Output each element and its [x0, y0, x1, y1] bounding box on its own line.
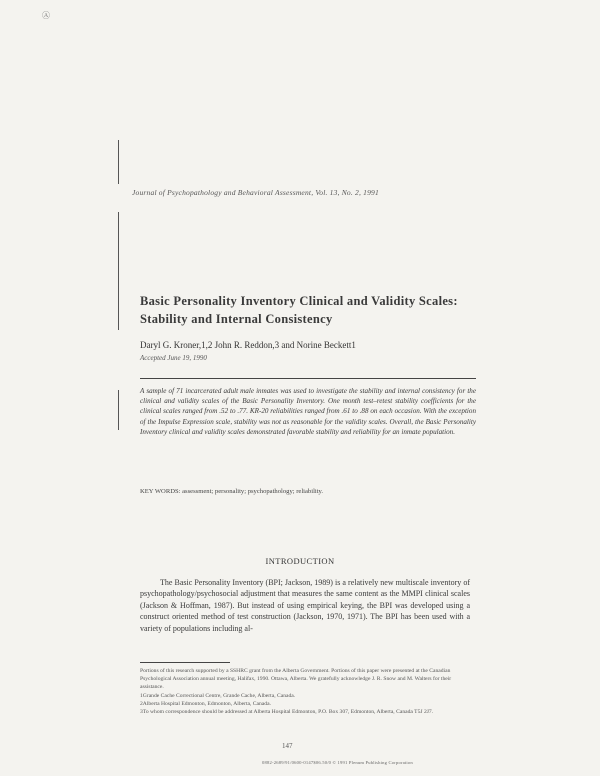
author-list: Daryl G. Kroner,1,2 John R. Reddon,3 and Norine Beckett1	[140, 340, 356, 350]
footnote: 1Grande Cache Correctional Centre, Grande Cache, Alberta, Canada.	[140, 692, 296, 699]
section-heading: INTRODUCTION	[265, 556, 335, 566]
intro-paragraph: The Basic Personality Inventory (BPI; Jackson, 1989) is a relatively new multiscale inventory of psychopathology/psychosocial adjustment that measures the same content as the MMPI clinical scales (Jackson & Hoffman, 1987). But instead of using empirical keying, the BPI was developed using a construct oriented method of test construction (Jackson, 1970, 1971). The BPI has been used with a variety of populations including al-	[140, 578, 470, 633]
publisher-line: 0882-2689/91/0600-0147$06.50/0 © 1991 Plenum Publishing Corporation	[262, 760, 413, 765]
footnotes	[140, 667, 470, 716]
footnote-rule	[140, 662, 230, 663]
keywords: KEY WORDS: assessment; personality; psychopathology; reliability.	[140, 488, 324, 495]
scan-artifact-mark: Ⓐ	[42, 11, 50, 20]
abstract-text: A sample of 71 incarcerated adult male inmates was used to investigate the stability and internal consistency for the clinical and validity scales of the Basic Personality Inventory. One month test–retest stability coefficients for the clinical scales ranged from .52 to .77. KR-20 reliabilities ranged from .61 to .88 on each occasion. With the exception of the Impulse Expression scale, stability was not as reasonable for the validity scales. Overall, the Basic Personality Inventory clinical and validity scales demonstrated favorable stability and reliability for an inmate population.	[140, 387, 476, 436]
footnote: Portions of this research supported by a SSHRC grant from the Alberta Government. Portions of this paper were presented at the Canadian Psychological Association annual meeting, Halifax, 1990. Ottawa, Alberta. We gratefully acknowledge J. R. Snow and M. Walters for their assistance.	[140, 668, 452, 691]
scan-margin-line	[118, 140, 119, 184]
scan-margin-line	[118, 390, 119, 430]
footnote: 2Alberta Hospital Edmonton, Edmonton, Alberta, Canada.	[140, 700, 271, 707]
abstract-top-rule	[140, 378, 476, 379]
scan-margin-line	[118, 212, 119, 330]
journal-header: Journal of Psychopathology and Behavioral Assessment, Vol. 13, No. 2, 1991	[132, 188, 379, 197]
page-number: 147	[282, 742, 293, 750]
paper-title: Basic Personality Inventory Clinical and Validity Scales: Stability and Internal Consistency	[140, 294, 458, 326]
footnote: 3To whom correspondence should be addressed at Alberta Hospital Edmonton, P.O. Box 307, Edmonton, Alberta, Canada T5J 2J7.	[140, 709, 434, 716]
accepted-date: Accepted June 19, 1990	[140, 354, 207, 362]
